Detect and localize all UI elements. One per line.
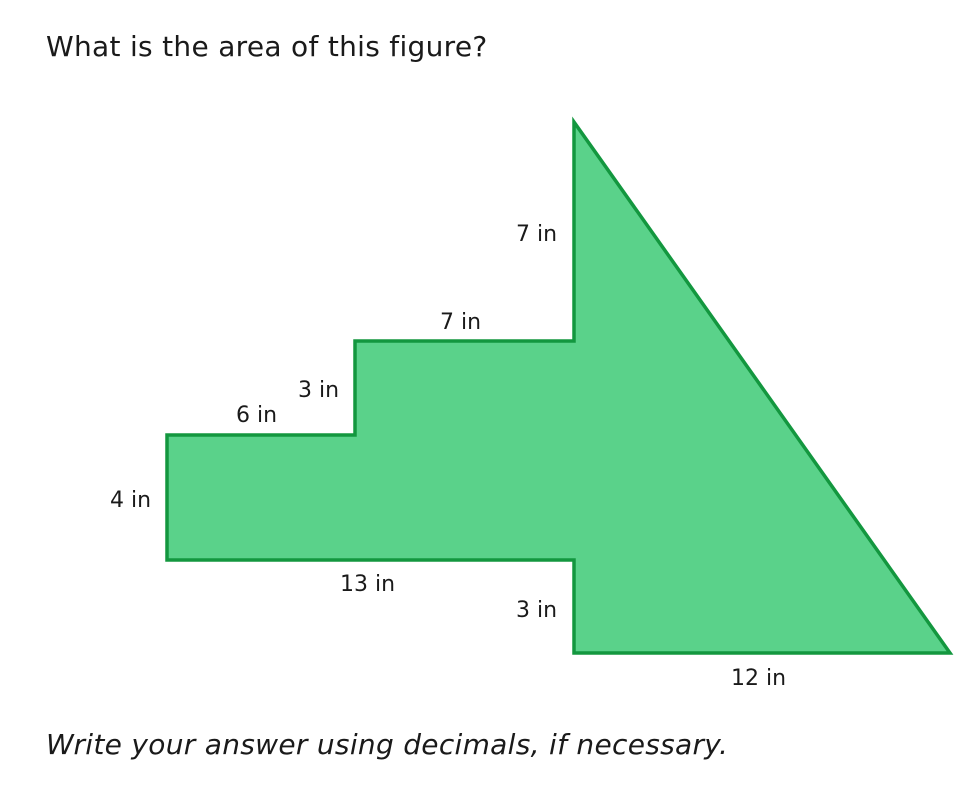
label-lower-drop: 3 in [516, 598, 558, 623]
composite-shape [167, 122, 950, 653]
label-step1-top: 6 in [236, 403, 278, 428]
label-upper-rise: 7 in [516, 222, 558, 247]
label-step2-top: 7 in [440, 310, 482, 335]
label-base: 12 in [731, 666, 787, 691]
label-left-height: 4 in [110, 488, 152, 513]
label-bottom-length: 13 in [340, 572, 396, 597]
label-step1-rise: 3 in [298, 378, 340, 403]
instruction-text: Write your answer using decimals, if necessary. [46, 728, 729, 761]
question-text: What is the area of this figure? [46, 30, 488, 63]
